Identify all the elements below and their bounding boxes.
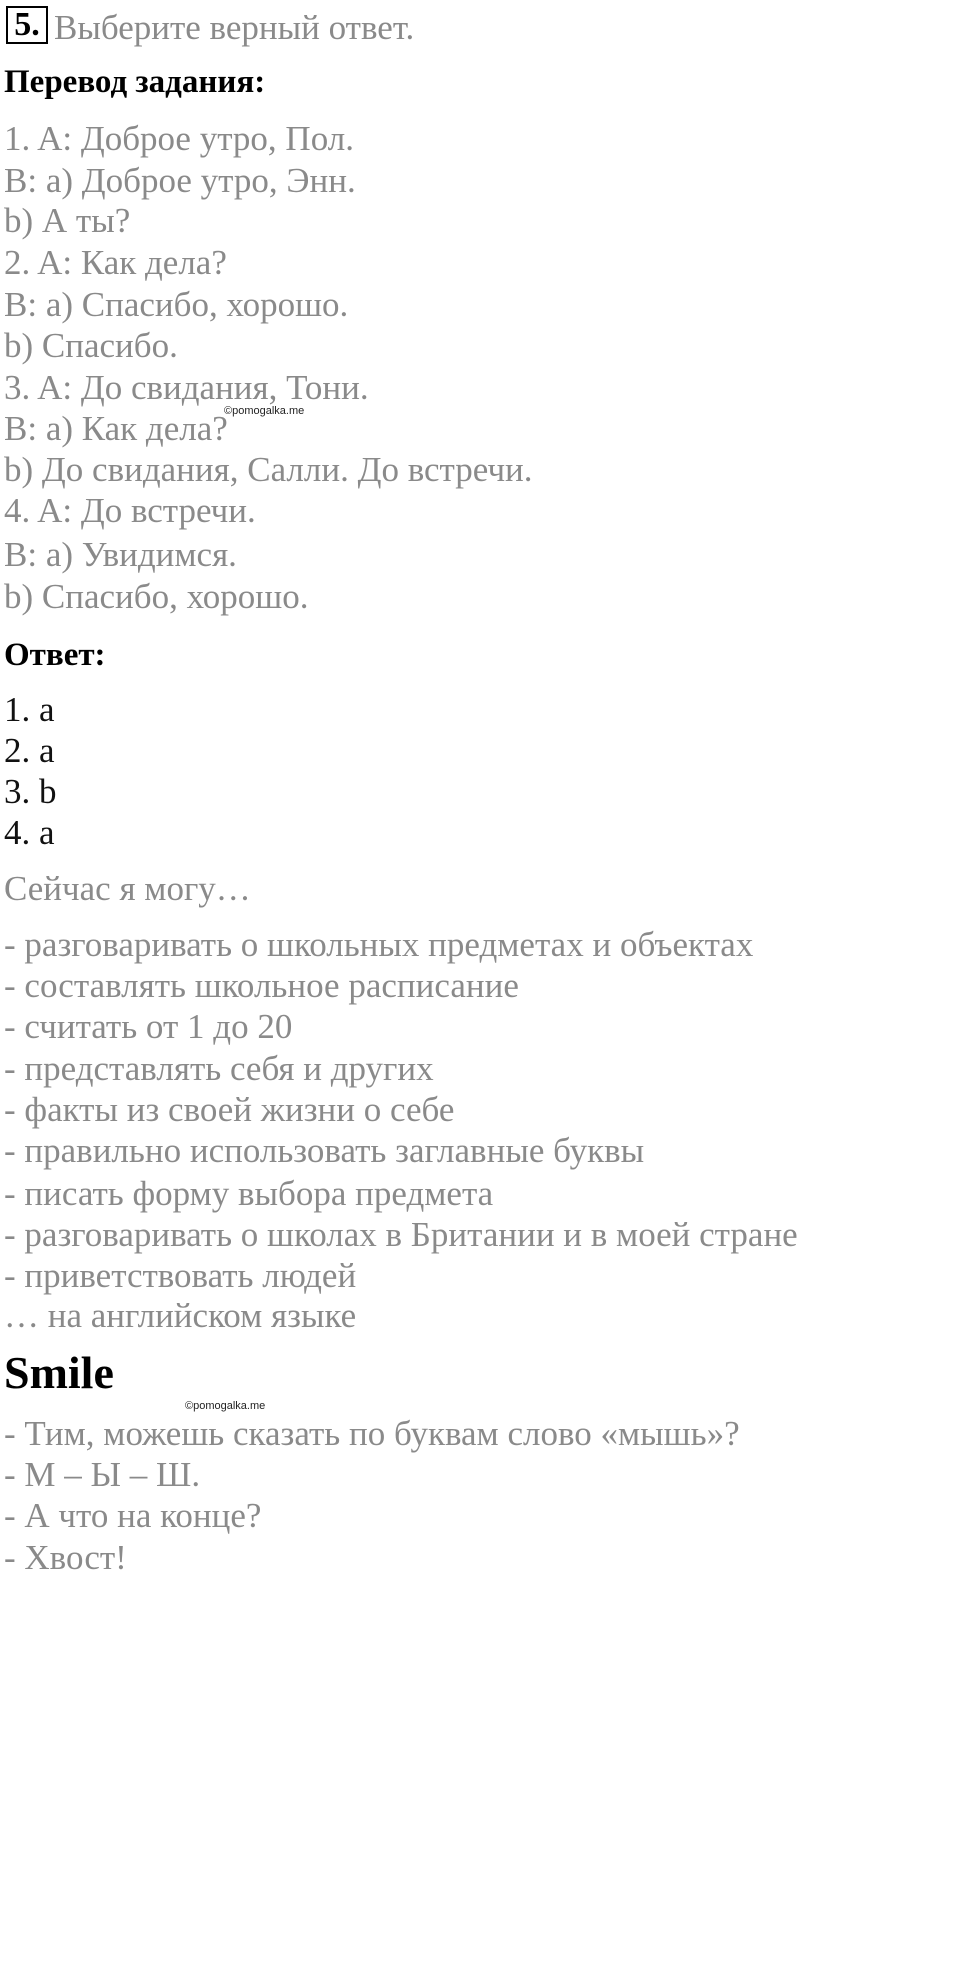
can-do-item: - составлять школьное расписание bbox=[4, 966, 519, 1005]
task-number: 5. bbox=[6, 6, 48, 44]
translation-line: B: a) Доброе утро, Энн. bbox=[4, 161, 356, 200]
can-do-item: - представлять себя и других bbox=[4, 1049, 434, 1088]
translation-heading: Перевод задания: bbox=[4, 64, 266, 100]
translation-line: B: a) Увидимся. bbox=[4, 535, 237, 574]
can-do-item: - разговаривать о школах в Британии и в моей стране bbox=[4, 1215, 798, 1254]
translation-line: b) Спасибо, хорошо. bbox=[4, 577, 309, 616]
translation-line: 1. A: Доброе утро, Пол. bbox=[4, 119, 354, 158]
answer-line: 3. b bbox=[4, 772, 57, 811]
can-do-item: - приветствовать людей bbox=[4, 1256, 357, 1295]
smile-heading: Smile bbox=[4, 1347, 114, 1398]
watermark: ©pomogalka.me bbox=[224, 405, 305, 417]
translation-line: 2. A: Как дела? bbox=[4, 243, 227, 282]
answer-line: 2. a bbox=[4, 731, 55, 770]
can-do-intro: Сейчас я могу… bbox=[4, 869, 251, 908]
joke-line: - М – Ы – Ш. bbox=[4, 1455, 201, 1494]
answer-line: 1. a bbox=[4, 690, 55, 729]
joke-line: - Хвост! bbox=[4, 1538, 127, 1577]
can-do-item: - разговаривать о школьных предметах и объектах bbox=[4, 925, 754, 964]
joke-line: - Тим, можешь сказать по буквам слово «мышь»? bbox=[4, 1414, 740, 1453]
translation-line: B: a) Как дела? bbox=[4, 409, 228, 448]
answer-line: 4. a bbox=[4, 813, 55, 852]
answer-heading: Ответ: bbox=[4, 637, 106, 673]
translation-line: b) Спасибо. bbox=[4, 326, 178, 365]
watermark: ©pomogalka.me bbox=[185, 1400, 266, 1412]
translation-line: b) До свидания, Салли. До встречи. bbox=[4, 450, 533, 489]
joke-line: - А что на конце? bbox=[4, 1496, 262, 1535]
task-instruction: Выберите верный ответ. bbox=[54, 8, 415, 47]
translation-line: b) А ты? bbox=[4, 201, 131, 240]
can-do-outro: … на английском языке bbox=[4, 1296, 357, 1335]
can-do-item: - писать форму выбора предмета bbox=[4, 1174, 494, 1213]
can-do-item: - правильно использовать заглавные буквы bbox=[4, 1131, 645, 1170]
translation-line: 3. A: До свидания, Тони. bbox=[4, 368, 369, 407]
translation-line: 4. A: До встречи. bbox=[4, 491, 256, 530]
can-do-item: - считать от 1 до 20 bbox=[4, 1007, 293, 1046]
can-do-item: - факты из своей жизни о себе bbox=[4, 1090, 455, 1129]
translation-line: B: a) Спасибо, хорошо. bbox=[4, 285, 349, 324]
